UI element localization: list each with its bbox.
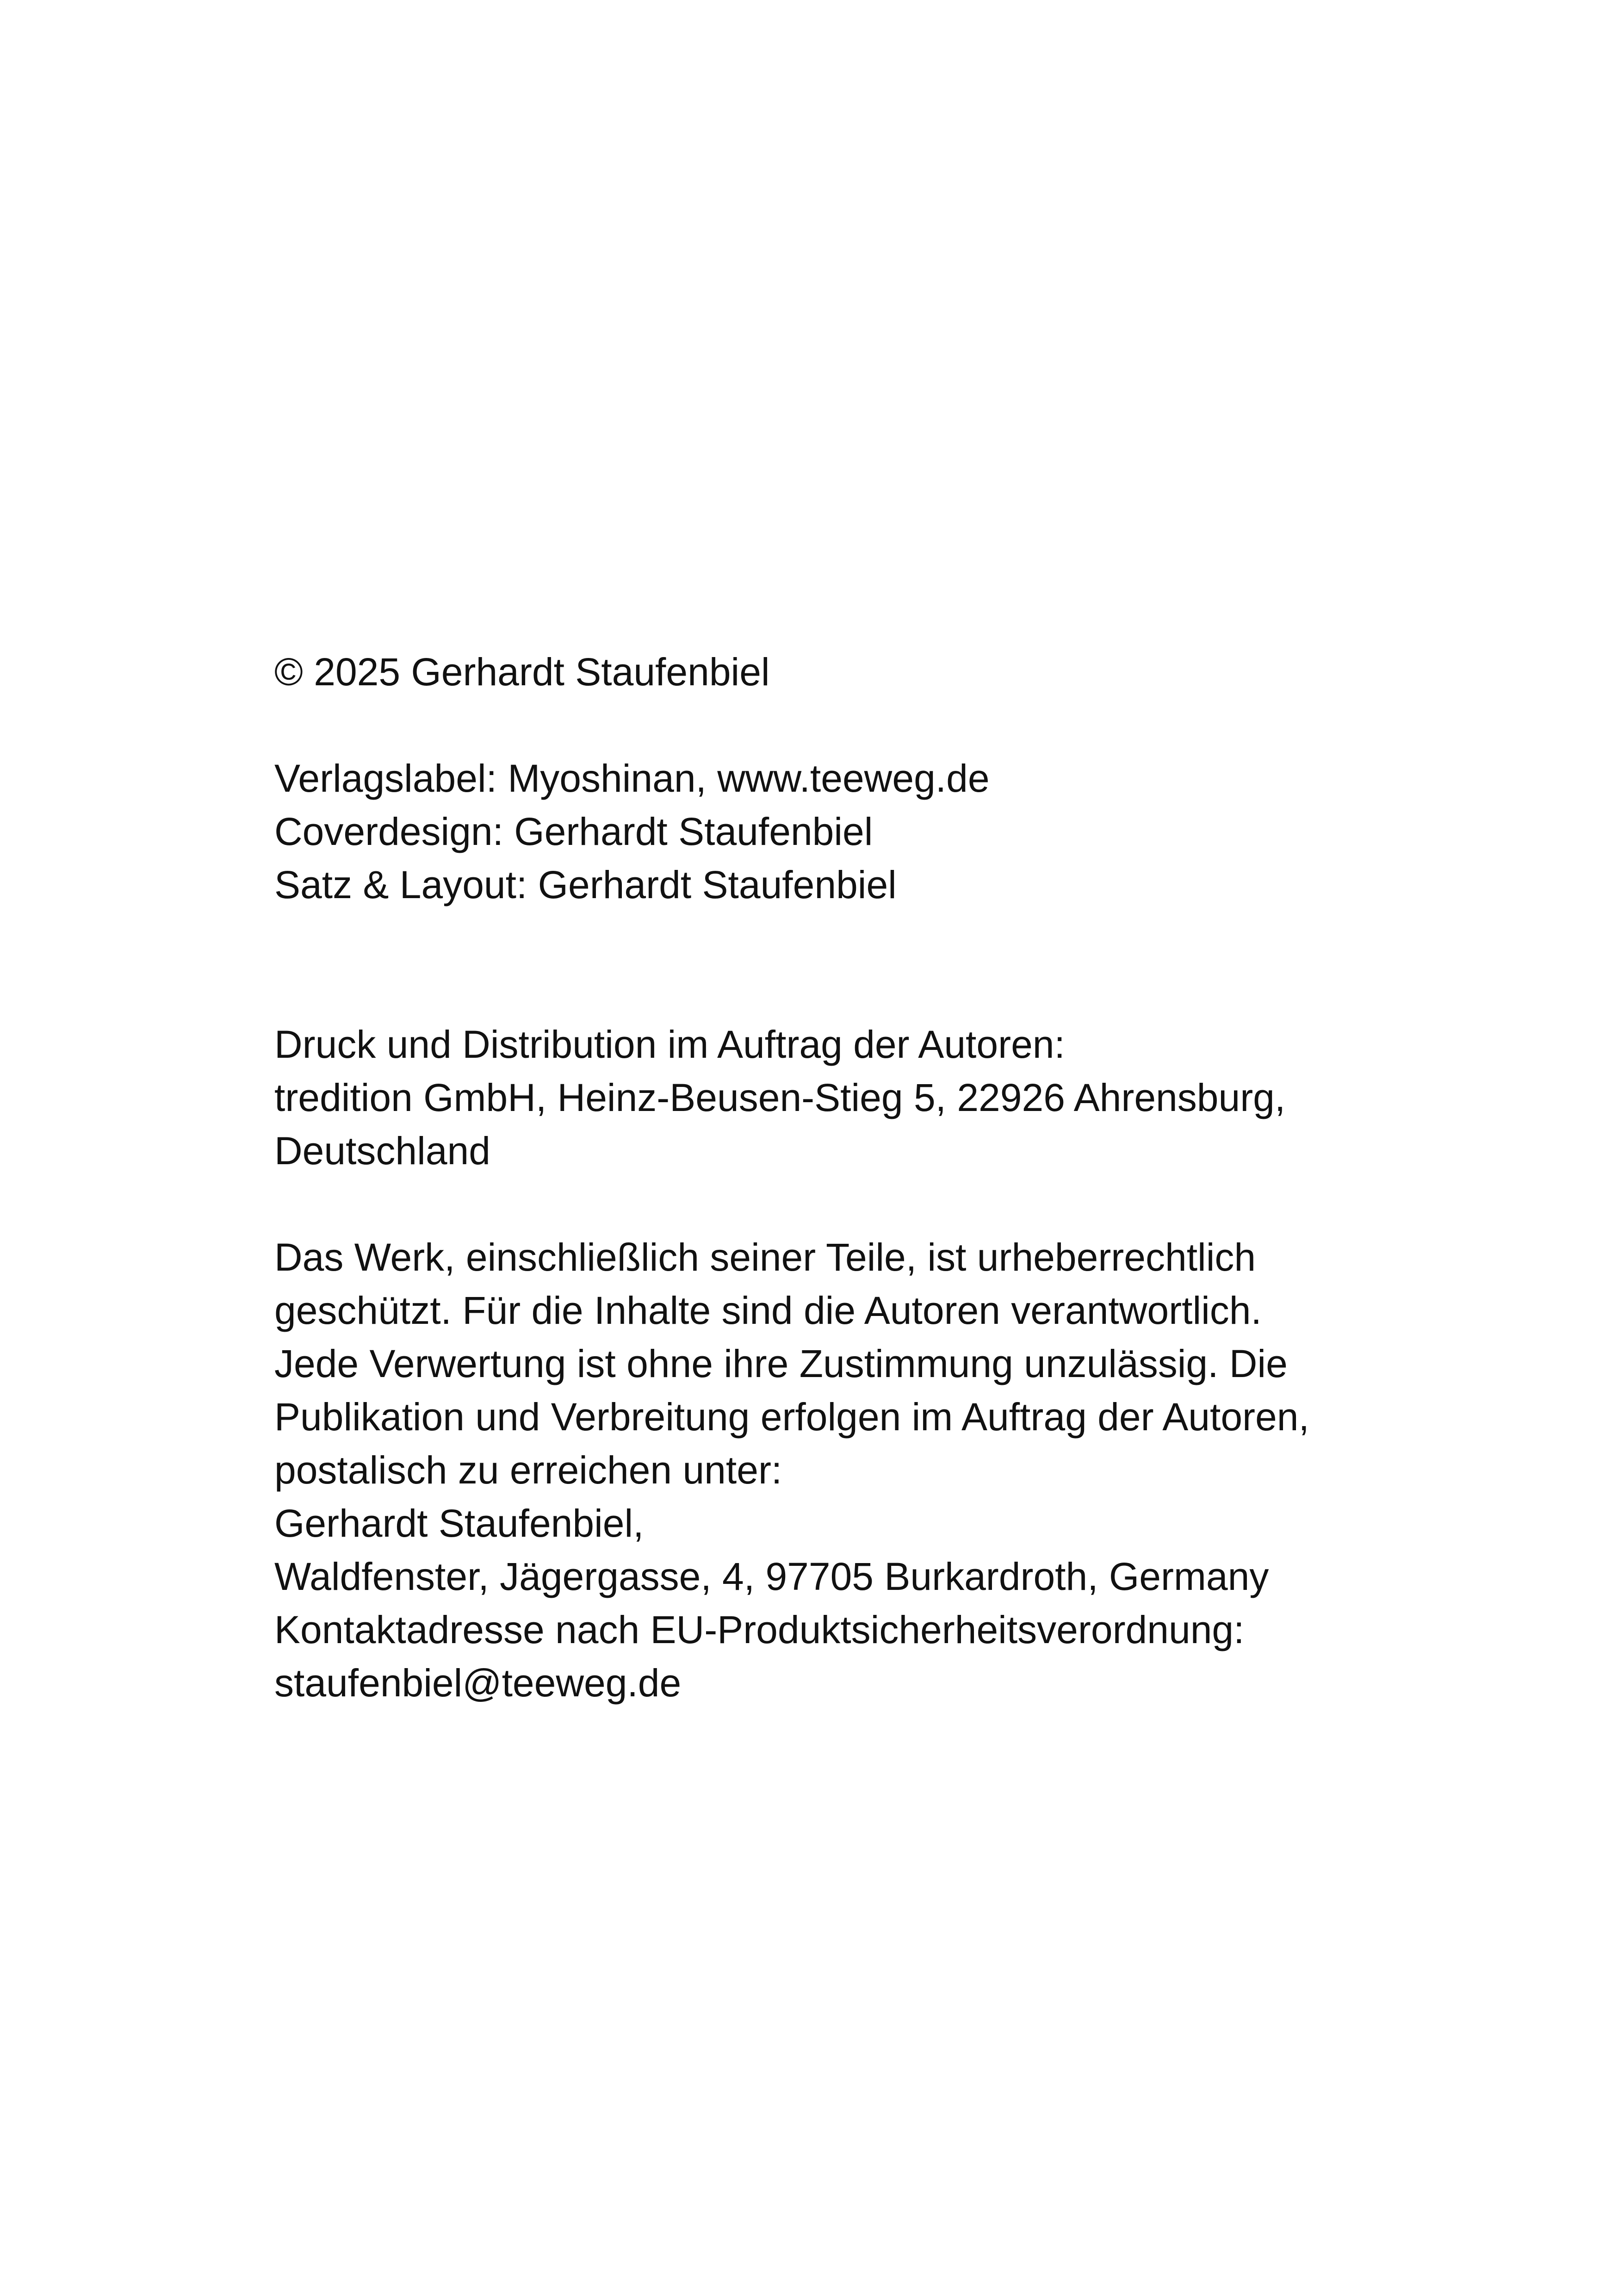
publisher-label-line: Verlagslabel: Myoshinan, www.teeweg.de [274,757,990,800]
imprint-block [274,645,1385,1710]
spacer [274,699,1385,752]
typesetting-line: Satz & Layout: Gerhardt Staufenbiel [274,863,897,906]
copyright-line: © 2025 Gerhardt Staufenbiel [274,650,770,694]
spacer [274,1178,1385,1231]
distribution-section [274,1018,1385,1178]
legal-line: Jede Verwertung ist ohne ihre Zustimmung unzulässig. Die [274,1342,1288,1385]
contact-email-line: staufenbiel@teeweg.de [274,1661,682,1705]
legal-line: Publikation und Verbreitung erfolgen im Auftrag der Autoren, [274,1395,1309,1439]
credits-section [274,752,1385,912]
legal-section [274,1231,1385,1710]
author-name-line: Gerhardt Staufenbiel, [274,1502,644,1545]
author-address-line: Waldfenster, Jägergasse, 4, 97705 Burkardroth, Germany [274,1555,1269,1598]
distribution-heading: Druck und Distribution im Auftrag der Autoren: [274,1023,1065,1066]
distributor-country-line: Deutschland [274,1129,490,1173]
legal-line: Das Werk, einschließlich seiner Teile, ist urheberrechtlich [274,1235,1256,1279]
distributor-address-line: tredition GmbH, Heinz-Beusen-Stieg 5, 22926 Ahrensburg, [274,1076,1286,1119]
spacer [274,912,1385,1018]
contact-heading-line: Kontaktadresse nach EU-Produktsicherheitsverordnung: [274,1608,1245,1651]
cover-design-line: Coverdesign: Gerhardt Staufenbiel [274,810,873,853]
legal-line: postalisch zu erreichen unter: [274,1448,782,1492]
legal-line: geschützt. Für die Inhalte sind die Autoren verantwortlich. [274,1289,1262,1332]
